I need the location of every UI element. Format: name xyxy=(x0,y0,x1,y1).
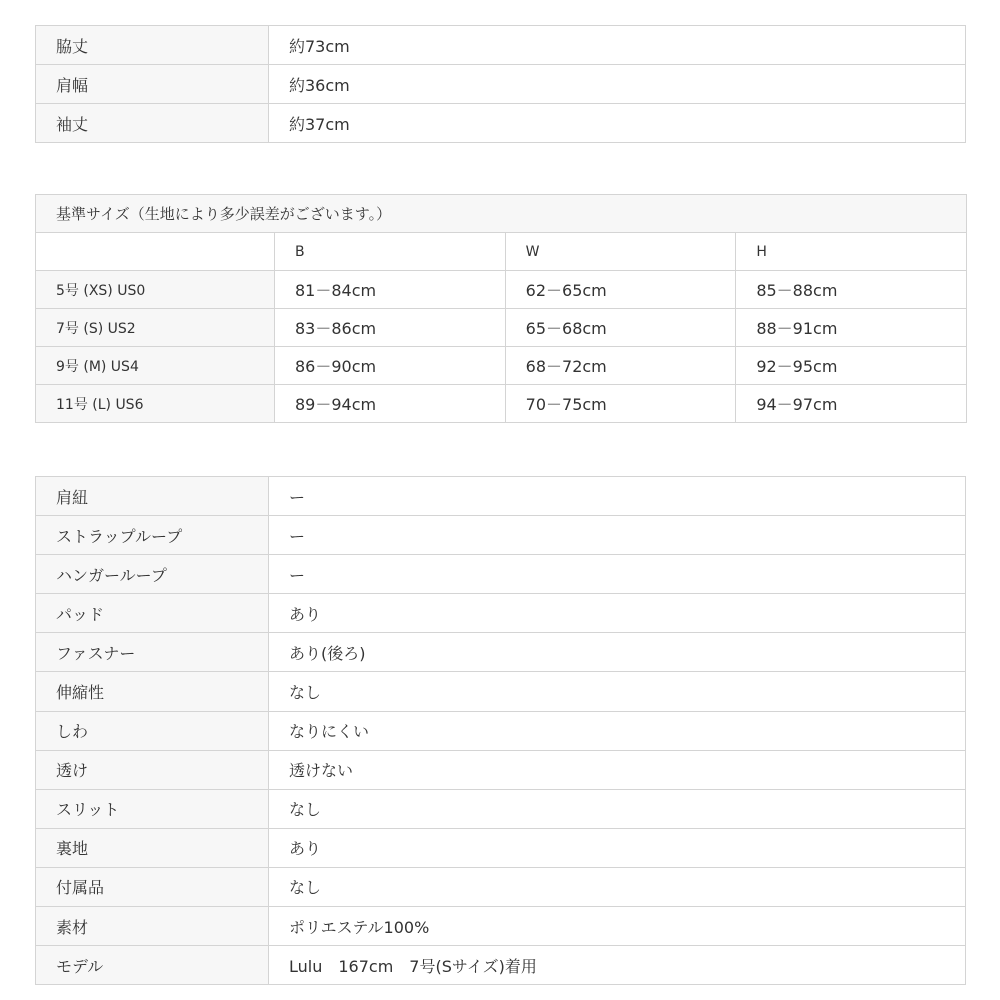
measurement-label: 脇丈 xyxy=(36,26,269,65)
spec-value: あり(後ろ) xyxy=(269,633,966,672)
spec-value: あり xyxy=(269,828,966,867)
table-row xyxy=(36,347,967,385)
spec-value: ー xyxy=(269,516,966,555)
table-row xyxy=(36,65,966,104)
table-row xyxy=(36,385,967,423)
spec-label: モデル xyxy=(36,946,269,985)
spec-label: パッド xyxy=(36,594,269,633)
size-value-bust: 86－90cm xyxy=(275,347,506,385)
spec-value: なし xyxy=(269,789,966,828)
spec-table xyxy=(35,476,966,985)
spec-value: ー xyxy=(269,477,966,516)
spec-label: 肩紐 xyxy=(36,477,269,516)
table-row xyxy=(36,789,966,828)
size-value-hip: 92－95cm xyxy=(736,347,967,385)
measurement-label: 袖丈 xyxy=(36,104,269,143)
size-chart-table xyxy=(35,194,967,423)
spec-value: 透けない xyxy=(269,750,966,789)
spec-label: しわ xyxy=(36,711,269,750)
header-blank-cell xyxy=(36,233,275,271)
table-row xyxy=(36,104,966,143)
size-value-waist: 68－72cm xyxy=(505,347,736,385)
table-row xyxy=(36,672,966,711)
spec-label: スリット xyxy=(36,789,269,828)
table-row xyxy=(36,750,966,789)
table-row xyxy=(36,594,966,633)
size-chart-caption-row xyxy=(36,195,967,233)
spec-label: 素材 xyxy=(36,907,269,946)
size-chart-caption: 基準サイズ（生地により多少誤差がございます。） xyxy=(36,195,967,233)
column-header-hip: H xyxy=(736,233,967,271)
spec-value: ポリエステル100% xyxy=(269,907,966,946)
spec-label: 裏地 xyxy=(36,828,269,867)
table-row xyxy=(36,907,966,946)
size-value-waist: 65－68cm xyxy=(505,309,736,347)
table-row xyxy=(36,867,966,906)
table-row xyxy=(36,828,966,867)
size-value-bust: 83－86cm xyxy=(275,309,506,347)
size-value-bust: 89－94cm xyxy=(275,385,506,423)
table-row xyxy=(36,271,967,309)
column-header-waist: W xyxy=(505,233,736,271)
measurement-table xyxy=(35,25,966,143)
table-row xyxy=(36,516,966,555)
size-label: 5号 (XS) US0 xyxy=(36,271,275,309)
spec-label: 付属品 xyxy=(36,867,269,906)
spec-label: ファスナー xyxy=(36,633,269,672)
spec-value: なりにくい xyxy=(269,711,966,750)
spec-value: あり xyxy=(269,594,966,633)
spec-value: なし xyxy=(269,672,966,711)
size-value-hip: 85－88cm xyxy=(736,271,967,309)
measurement-value: 約73cm xyxy=(269,26,966,65)
table-row xyxy=(36,555,966,594)
table-row xyxy=(36,946,966,985)
table-row xyxy=(36,711,966,750)
column-header-bust: B xyxy=(275,233,506,271)
size-label: 9号 (M) US4 xyxy=(36,347,275,385)
size-label: 11号 (L) US6 xyxy=(36,385,275,423)
measurement-label: 肩幅 xyxy=(36,65,269,104)
spec-label: ハンガーループ xyxy=(36,555,269,594)
spec-value: ー xyxy=(269,555,966,594)
table-row xyxy=(36,309,967,347)
size-chart-header-row xyxy=(36,233,967,271)
spec-label: ストラップループ xyxy=(36,516,269,555)
size-value-hip: 88－91cm xyxy=(736,309,967,347)
size-label: 7号 (S) US2 xyxy=(36,309,275,347)
measurement-value: 約37cm xyxy=(269,104,966,143)
size-value-hip: 94－97cm xyxy=(736,385,967,423)
size-value-waist: 62－65cm xyxy=(505,271,736,309)
spec-label: 透け xyxy=(36,750,269,789)
table-row xyxy=(36,477,966,516)
size-value-waist: 70－75cm xyxy=(505,385,736,423)
spec-value: Lulu 167cm 7号(Sサイズ)着用 xyxy=(269,946,966,985)
table-row xyxy=(36,633,966,672)
spec-label: 伸縮性 xyxy=(36,672,269,711)
measurement-value: 約36cm xyxy=(269,65,966,104)
table-row xyxy=(36,26,966,65)
spec-value: なし xyxy=(269,867,966,906)
size-value-bust: 81－84cm xyxy=(275,271,506,309)
